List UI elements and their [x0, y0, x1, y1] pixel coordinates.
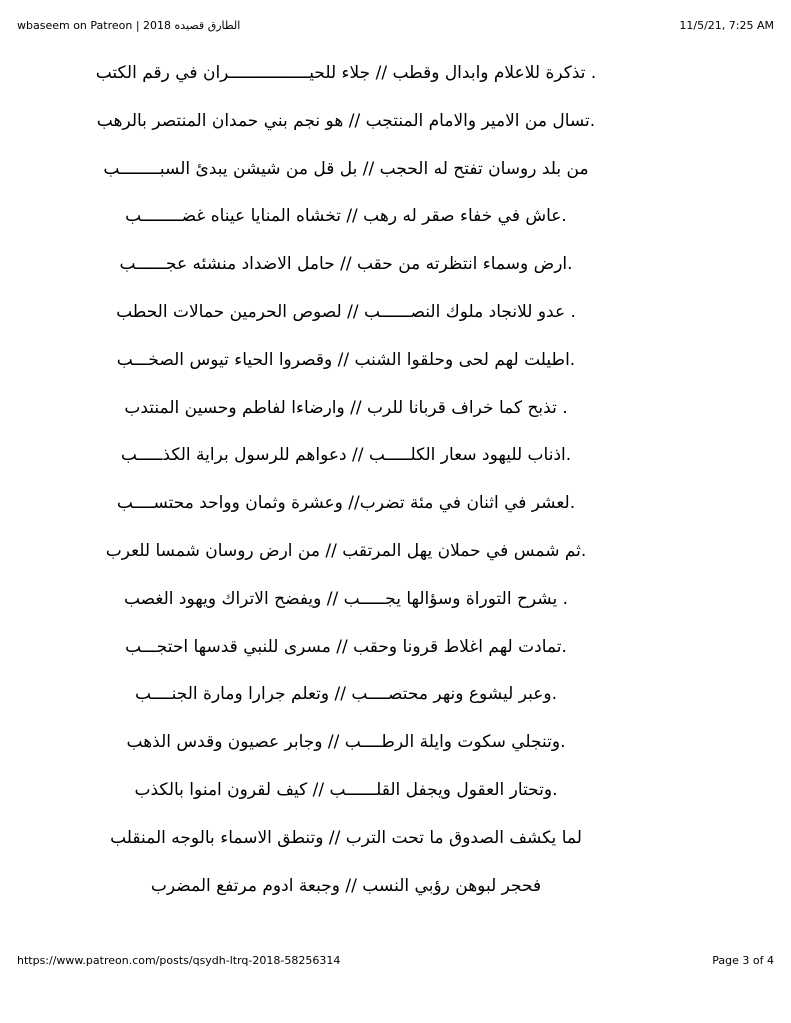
poem-line: لما يكشف الصدوق ما تحت الترب // وتنطق الاسماء بالوجه المنقلب: [110, 827, 582, 848]
poem-line: . يشرح التوراة وسؤالها يجـــــب // ويفضح الاتراك ويهود الغصب: [123, 588, 569, 609]
poem-line: .اذناب لليهود سعار الكلـــــب // دعواهم للرسول براية الكذـــــب: [120, 445, 572, 466]
page-number: Page 3 of 4: [712, 954, 774, 967]
poem-line: . تذكرة للاعلام وابدال وقطب // جلاء للحيــــــــــــــــران في رقم الكتب: [95, 63, 597, 83]
poem-line: . تذبح كما خراف قربانا للرب // وارضاءا لفاطم وحسين المنتدب: [124, 397, 568, 418]
poem-line: .تسال من الامير والامام المنتجب // هو نجم بني حمدان المنتصر بالرهب: [96, 110, 596, 131]
print-header: [17, 19, 774, 32]
poem-line: .عاش في خفاء صقر له رهب // تخشاه المنايا عيناه غضــــــــب: [125, 206, 567, 227]
poem-line: .ارض وسماء انتظرته من حقب // حامل الاضداد منشئه عجــــــب: [119, 254, 573, 275]
poem-line: .تمادت لهم اغلاط قرونا وحقب // مسرى للنبي قدسها احتجـــب: [125, 636, 567, 657]
poem-line: .اطيلت لهم لحى وحلقوا الشنب // وقصروا الحياء تيوس الصخـــب: [116, 349, 576, 370]
document-title: wbaseem on Patreon | 2018 قصيده‎ الطارق: [17, 19, 241, 32]
poem-line: .لعشر في اثنان في مئة تضرب// وعشرة وثمان وواحد محتســــب: [116, 493, 576, 514]
poem-line: من بلد روسان تفتح له الحجب // بل قل من شيشن يبدئ السبــــــــب: [103, 158, 589, 179]
poem-line: .وتحتار العقول ويجفل القلــــــب // كيف لقرون امنوا بالكذب: [134, 779, 558, 800]
poem-line: .ثم شمس في حملان يهل المرتقب // من ارض روسان شمسا للعرب: [105, 540, 587, 561]
poem-line: فحجر لبوهن رؤبي النسب // وجبعة ادوم مرتفع المضرب: [150, 875, 542, 896]
poem-line: .وعبر ليشوع ونهر محتصــــب // وتعلم جرارا ومارة الجنــــب: [135, 684, 557, 705]
poem-line: .وتنجلي سكوت وايلة الرطــــب // وجابر عصيون وقدس الذهب: [126, 732, 566, 753]
poem-body: [36, 50, 656, 910]
poem-line: . عدو للانجاد ملوك النصــــــب // لصوص الحرمين حمالات الحطب: [116, 301, 576, 322]
print-footer: [17, 954, 774, 967]
source-url: https://www.patreon.com/posts/qsydh-ltrq-2018-58256314: [17, 954, 341, 967]
print-datetime: 11/5/21, 7:25 AM: [679, 19, 774, 32]
